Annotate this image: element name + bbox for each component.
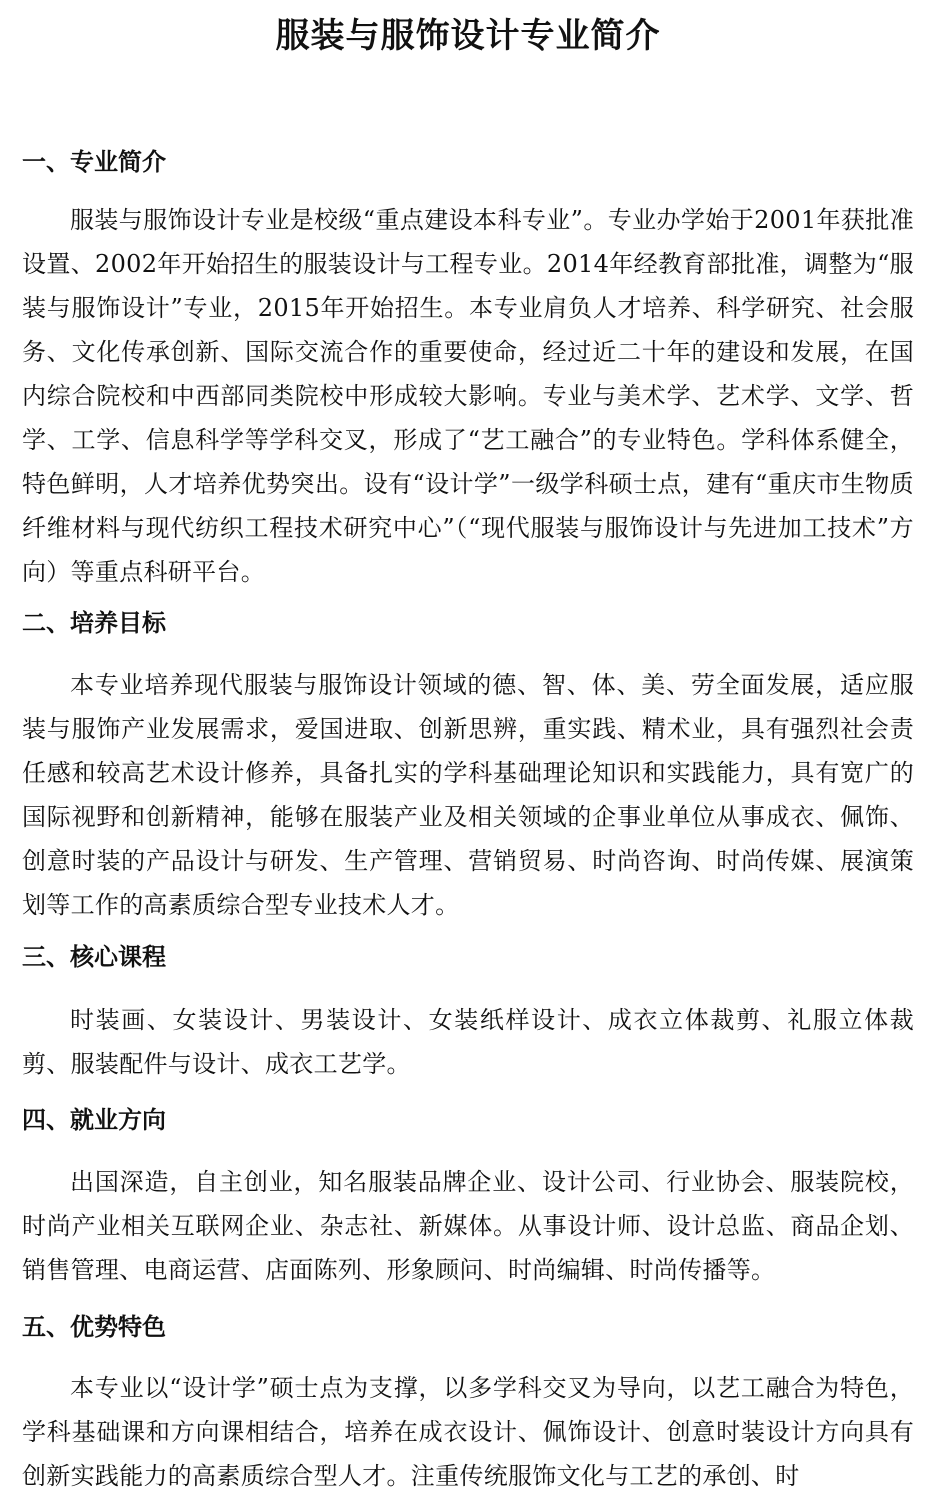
section-heading: 一、专业简介	[22, 148, 166, 176]
section-paragraph: 本专业培养现代服装与服饰设计领域的德、智、体、美、劳全面发展，适应服装与服饰产业发展需求，爱国进取、创新思辨，重实践、精术业，具有强烈社会责任感和较高艺术设计修养，具备扎实的学科基础理论知识和实践能力，具有宽广的国际视野和创新精神，能够在服装产业及相关领域的企事业单位从事成衣、佩饰、创意时装的产品设计与研发、生产管理、营销贸易、时尚咨询、时尚传媒、展演策划等工作的高素质综合型专业技术人才。	[22, 671, 914, 919]
section-heading-goals	[22, 606, 914, 640]
section-paragraph: 服装与服饰设计专业是校级“重点建设本科专业”。专业办学始于2001年获批准设置、2002年开始招生的服装设计与工程专业。2014年经教育部批准，调整为“服装与服饰设计”专业，2015年开始招生。本专业肩负人才培养、科学研究、社会服务、文化传承创新、国际交流合作的重要使命，经过近二十年的建设和发展，在国内综合院校和中西部同类院校中形成较大影响。专业与美术学、艺术学、文学、哲学、工学、信息科学等学科交叉，形成了“艺工融合”的专业特色。学科体系健全，特色鲜明，人才培养优势突出。设有“设计学”一级学科硕士点，建有“重庆市生物质纤维材料与现代纺织工程技术研究中心”（“现代服装与服饰设计与先进加工技术”方向）等重点科研平台。	[22, 206, 914, 586]
section-body-careers	[22, 1160, 914, 1292]
section-body-intro	[22, 198, 914, 594]
section-paragraph: 时装画、女装设计、男装设计、女装纸样设计、成衣立体裁剪、礼服立体裁剪、服装配件与设计、成衣工艺学。	[22, 1006, 914, 1078]
section-heading: 五、优势特色	[22, 1313, 166, 1341]
section-heading: 四、就业方向	[22, 1106, 166, 1134]
section-heading-intro	[22, 145, 914, 179]
section-body-courses	[22, 998, 914, 1086]
section-heading: 二、培养目标	[22, 609, 166, 637]
section-paragraph: 本专业以“设计学”硕士点为支撑，以多学科交叉为导向，以艺工融合为特色，学科基础课和方向课相结合，培养在成衣设计、佩饰设计、创意时装设计方向具有创新实践能力的高素质综合型人才。注重传统服饰文化与工艺的承创、时	[22, 1374, 914, 1490]
section-body-goals	[22, 663, 914, 927]
page-title: 服装与服饰设计专业简介	[275, 16, 661, 56]
section-heading-strengths	[22, 1310, 914, 1344]
section-heading-careers	[22, 1103, 914, 1137]
section-heading: 三、核心课程	[22, 943, 166, 971]
section-paragraph: 出国深造，自主创业，知名服装品牌企业、设计公司、行业协会、服装院校，时尚产业相关互联网企业、杂志社、新媒体。从事设计师、设计总监、商品企划、销售管理、电商运营、店面陈列、形象顾问、时尚编辑、时尚传播等。	[22, 1168, 914, 1284]
section-body-strengths	[22, 1366, 914, 1498]
section-heading-courses	[22, 940, 914, 974]
